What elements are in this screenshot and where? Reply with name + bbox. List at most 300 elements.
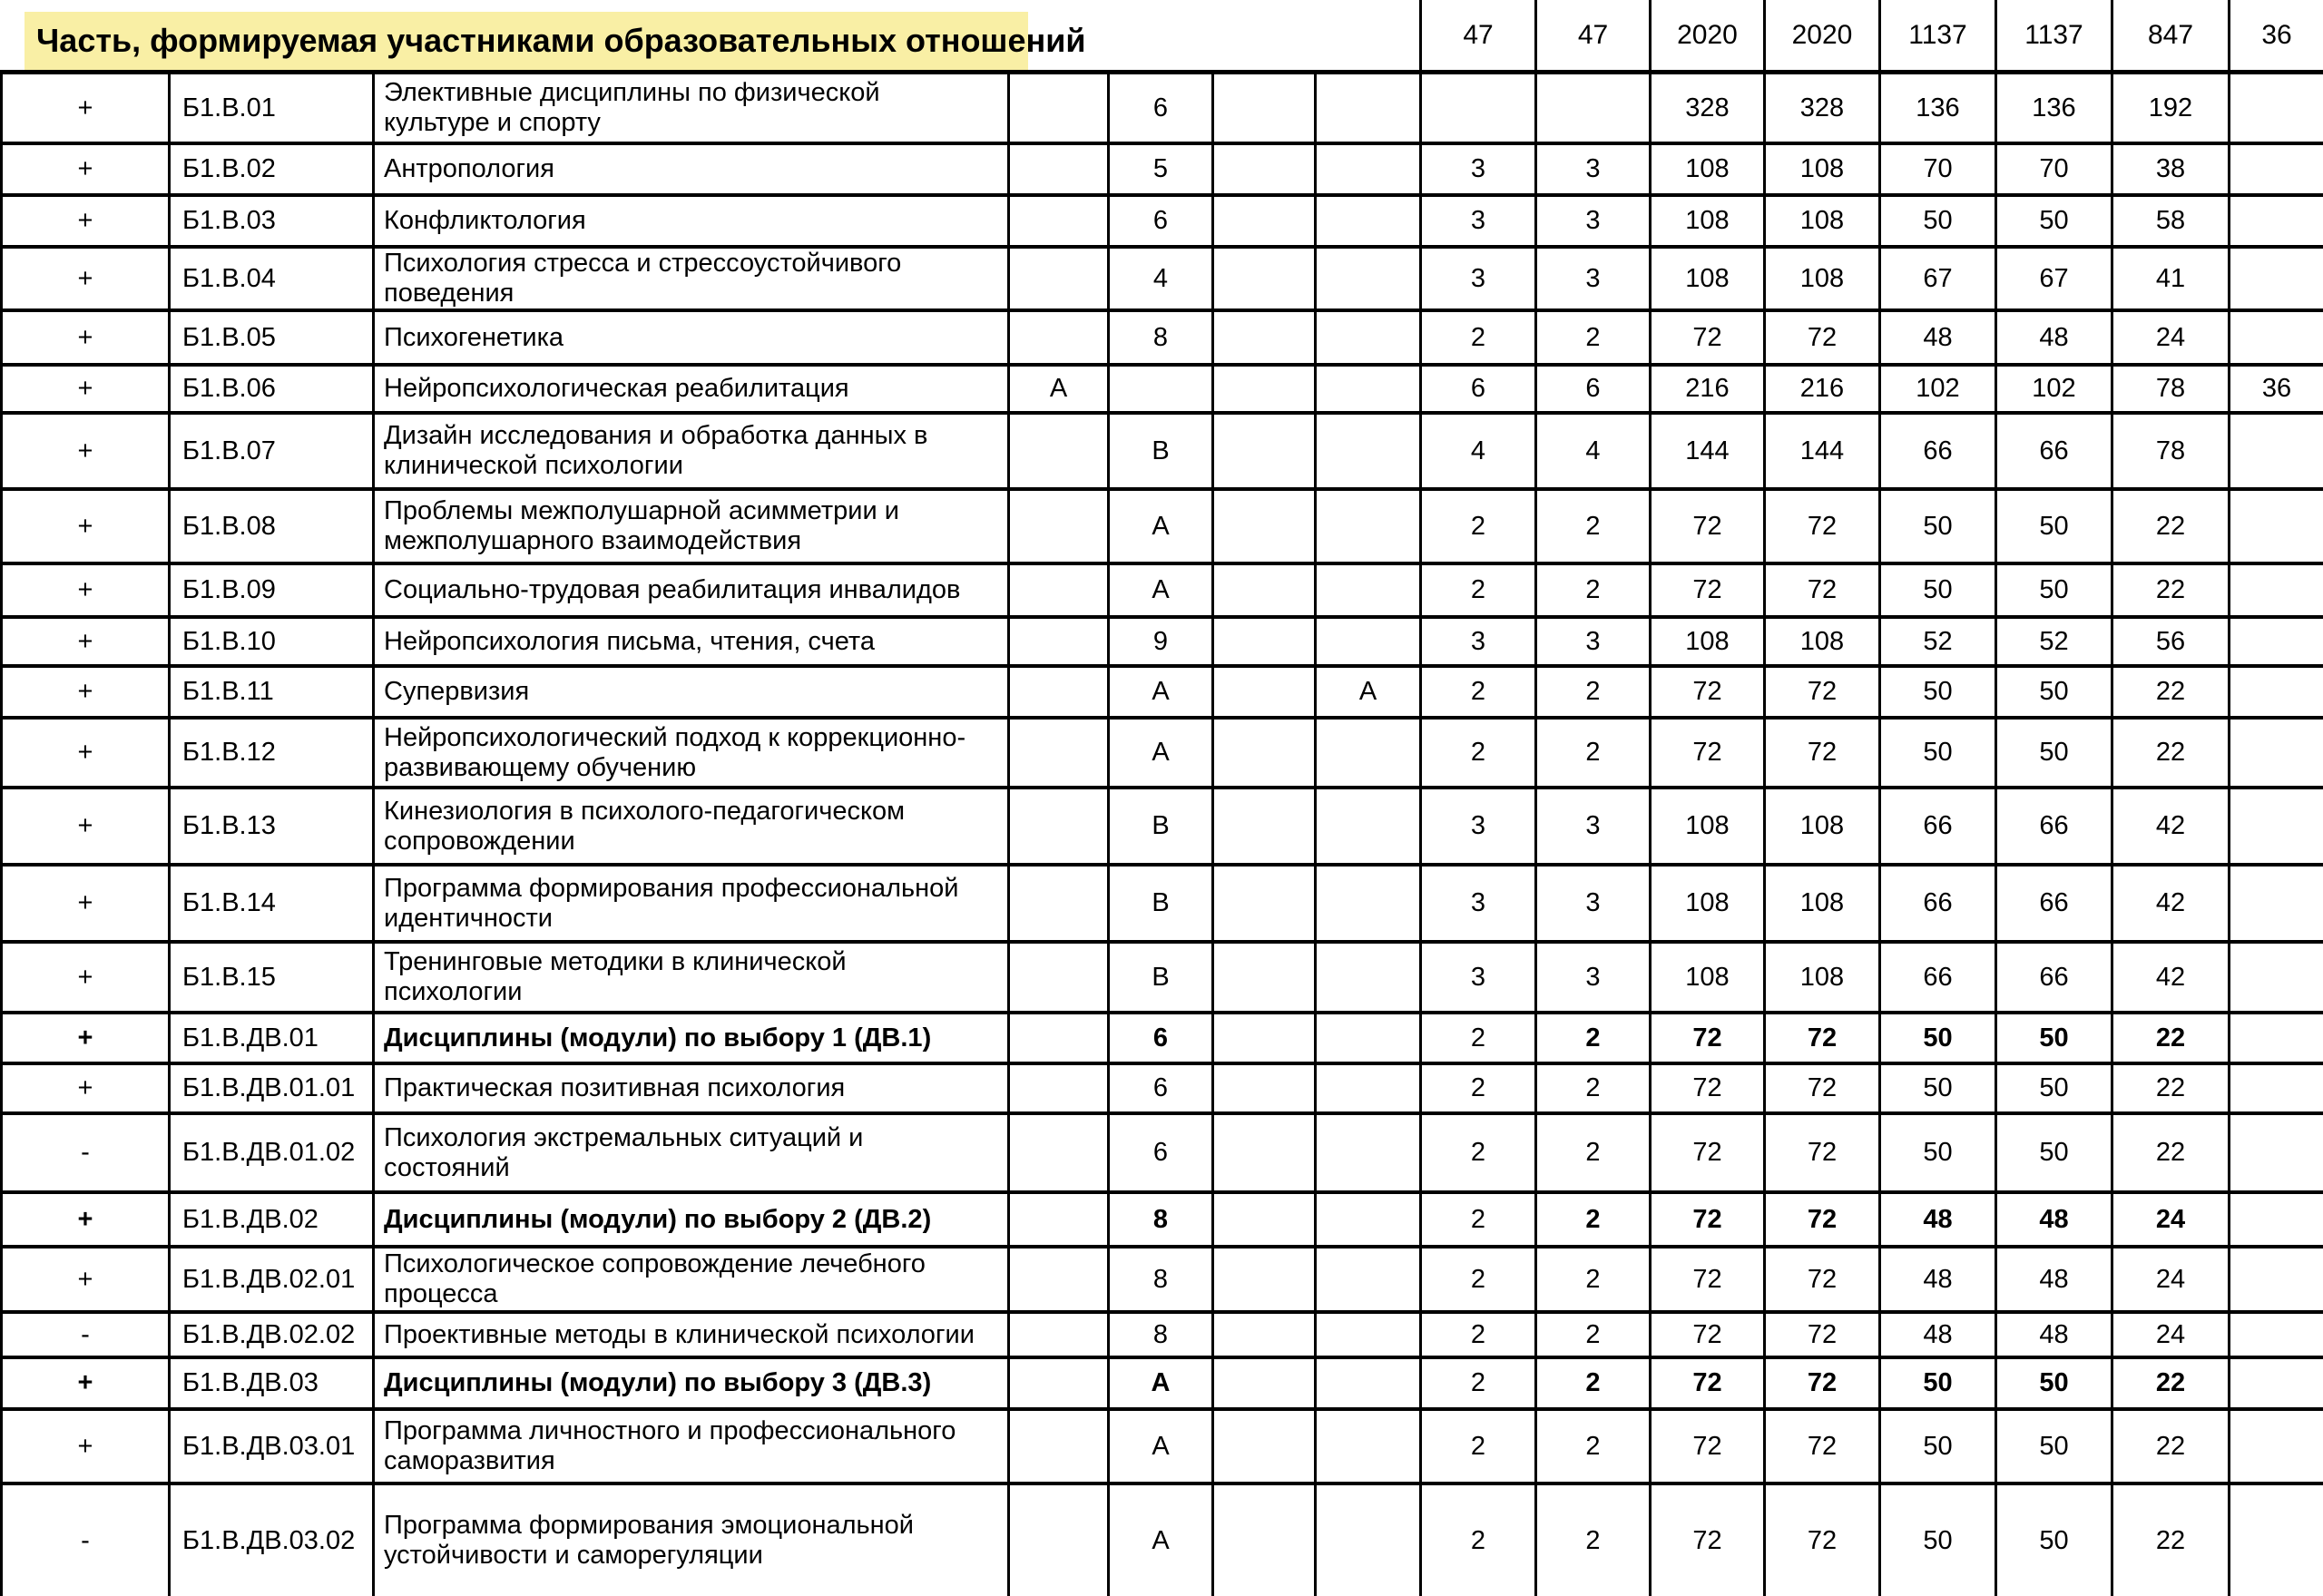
total-contact-hours-fact-cell: 1137 <box>1995 0 2111 70</box>
plus-cell: + <box>0 249 168 308</box>
plus-cell: - <box>0 1485 168 1596</box>
credit-semester-cell: 4 <box>1107 249 1211 308</box>
plus-cell: + <box>0 145 168 193</box>
credits-plan-cell: 2 <box>1419 720 1534 786</box>
self-study-hours-cell: 42 <box>2111 867 2228 940</box>
plus-cell: - <box>0 1115 168 1190</box>
hours-total-plan-cell: 108 <box>1649 789 1763 863</box>
credit-semester-cell: А <box>1107 720 1211 786</box>
graded-credit-semester-cell <box>1211 1194 1314 1245</box>
contact-hours-plan-cell: 50 <box>1878 1359 1995 1407</box>
credits-plan-cell: 3 <box>1419 944 1534 1011</box>
table-row <box>0 197 2323 249</box>
graded-credit-semester-cell <box>1211 1485 1314 1596</box>
graded-credit-semester-cell <box>1211 1248 1314 1310</box>
contact-hours-plan-cell: 67 <box>1878 249 1995 308</box>
total-hours-total-plan-cell: 2020 <box>1649 0 1763 70</box>
name-cell: Социально-трудовая реабилитация инвалидов <box>372 565 1007 615</box>
plus-cell: + <box>0 619 168 664</box>
credit-semester-cell: А <box>1107 565 1211 615</box>
name-cell: Проблемы межполушарной асимметрии и межполушарного взаимодействия <box>372 491 1007 562</box>
contact-hours-plan-cell: 66 <box>1878 944 1995 1011</box>
name-cell: Практическая позитивная психология <box>372 1065 1007 1111</box>
exam-semester-cell <box>1007 619 1107 664</box>
total-hours-total-fact-cell: 2020 <box>1763 0 1878 70</box>
self-study-hours-cell: 22 <box>2111 668 2228 716</box>
exam-semester-cell <box>1007 668 1107 716</box>
control-hours-cell <box>2228 1194 2323 1245</box>
credits-plan-cell: 4 <box>1419 415 1534 487</box>
hours-total-fact-cell: 108 <box>1763 249 1878 308</box>
code-cell: Б1.В.ДВ.02.01 <box>168 1248 372 1310</box>
credit-semester-cell: А <box>1107 668 1211 716</box>
name-cell: Антропология <box>372 145 1007 193</box>
self-study-hours-cell: 22 <box>2111 565 2228 615</box>
control-hours-cell <box>2228 565 2323 615</box>
contact-hours-fact-cell: 48 <box>1995 312 2111 363</box>
name-cell: Психология стресса и стрессоустойчивого поведения <box>372 249 1007 308</box>
code-cell: Б1.В.ДВ.03.01 <box>168 1411 372 1482</box>
total-control-hours-cell: 36 <box>2228 0 2323 70</box>
contact-hours-fact-cell: 50 <box>1995 1065 2111 1111</box>
table-row <box>0 1115 2323 1194</box>
code-cell: Б1.В.ДВ.02.02 <box>168 1314 372 1356</box>
table-body <box>0 74 2323 1596</box>
exam-semester-cell <box>1007 720 1107 786</box>
contact-hours-plan-cell: 48 <box>1878 1194 1995 1245</box>
code-cell: Б1.В.ДВ.02 <box>168 1194 372 1245</box>
hours-total-plan-cell: 144 <box>1649 415 1763 487</box>
graded-credit-semester-cell <box>1211 145 1314 193</box>
coursework-semester-cell <box>1314 1194 1419 1245</box>
graded-credit-semester-cell <box>1211 1065 1314 1111</box>
credits-plan-cell: 3 <box>1419 867 1534 940</box>
coursework-semester-cell <box>1314 145 1419 193</box>
hours-total-plan-cell: 108 <box>1649 867 1763 940</box>
control-hours-cell <box>2228 197 2323 245</box>
hours-total-fact-cell: 328 <box>1763 74 1878 142</box>
credits-plan-cell: 2 <box>1419 1248 1534 1310</box>
code-cell: Б1.В.ДВ.01 <box>168 1014 372 1062</box>
hours-total-fact-cell: 72 <box>1763 720 1878 786</box>
hours-total-fact-cell: 108 <box>1763 197 1878 245</box>
table-row <box>0 619 2323 668</box>
coursework-semester-cell <box>1314 944 1419 1011</box>
name-cell: Дисциплины (модули) по выбору 2 (ДВ.2) <box>372 1194 1007 1245</box>
hours-total-plan-cell: 72 <box>1649 312 1763 363</box>
coursework-semester-cell <box>1314 312 1419 363</box>
code-cell: Б1.В.13 <box>168 789 372 863</box>
name-cell: Нейропсихологическая реабилитация <box>372 367 1007 411</box>
contact-hours-plan-cell: 66 <box>1878 867 1995 940</box>
credits-plan-cell: 2 <box>1419 1411 1534 1482</box>
credits-fact-cell <box>1534 74 1649 142</box>
hours-total-fact-cell: 72 <box>1763 1014 1878 1062</box>
credits-plan-cell: 3 <box>1419 789 1534 863</box>
contact-hours-plan-cell: 50 <box>1878 720 1995 786</box>
code-cell: Б1.В.01 <box>168 74 372 142</box>
section-header-row <box>0 0 2323 74</box>
exam-semester-cell <box>1007 944 1107 1011</box>
self-study-hours-cell: 42 <box>2111 944 2228 1011</box>
self-study-hours-cell: 24 <box>2111 1248 2228 1310</box>
credit-semester-cell: 8 <box>1107 1248 1211 1310</box>
code-cell: Б1.В.05 <box>168 312 372 363</box>
self-study-hours-cell: 22 <box>2111 491 2228 562</box>
credit-semester-cell: 6 <box>1107 1014 1211 1062</box>
exam-semester-cell <box>1007 74 1107 142</box>
name-cell: Нейропсихология письма, чтения, счета <box>372 619 1007 664</box>
graded-credit-semester-cell <box>1211 1314 1314 1356</box>
hours-total-plan-cell: 72 <box>1649 1248 1763 1310</box>
contact-hours-plan-cell: 50 <box>1878 1115 1995 1190</box>
hours-total-plan-cell: 72 <box>1649 1194 1763 1245</box>
hours-total-plan-cell: 72 <box>1649 720 1763 786</box>
table-row <box>0 491 2323 565</box>
graded-credit-semester-cell <box>1211 720 1314 786</box>
hours-total-fact-cell: 72 <box>1763 1065 1878 1111</box>
contact-hours-plan-cell: 50 <box>1878 668 1995 716</box>
coursework-semester-cell <box>1314 491 1419 562</box>
self-study-hours-cell: 22 <box>2111 1359 2228 1407</box>
credits-plan-cell: 3 <box>1419 197 1534 245</box>
total-contact-hours-plan-cell: 1137 <box>1878 0 1995 70</box>
credits-plan-cell <box>1419 74 1534 142</box>
table-row <box>0 415 2323 491</box>
credit-semester-cell: В <box>1107 867 1211 940</box>
control-hours-cell <box>2228 491 2323 562</box>
credit-semester-cell: 6 <box>1107 197 1211 245</box>
hours-total-fact-cell: 72 <box>1763 1115 1878 1190</box>
total-credits-fact-cell: 47 <box>1534 0 1649 70</box>
table-row <box>0 1248 2323 1314</box>
table-row <box>0 1014 2323 1065</box>
hours-total-fact-cell: 216 <box>1763 367 1878 411</box>
graded-credit-semester-cell <box>1211 1359 1314 1407</box>
self-study-hours-cell: 22 <box>2111 720 2228 786</box>
table-row <box>0 367 2323 415</box>
control-hours-cell <box>2228 1411 2323 1482</box>
contact-hours-fact-cell: 50 <box>1995 1115 2111 1190</box>
coursework-semester-cell <box>1314 367 1419 411</box>
name-cell: Проективные методы в клинической психологии <box>372 1314 1007 1356</box>
plus-cell: + <box>0 367 168 411</box>
credits-fact-cell: 2 <box>1534 491 1649 562</box>
self-study-hours-cell: 22 <box>2111 1065 2228 1111</box>
self-study-hours-cell: 22 <box>2111 1485 2228 1596</box>
table-row <box>0 312 2323 367</box>
hours-total-fact-cell: 144 <box>1763 415 1878 487</box>
exam-semester-cell <box>1007 1314 1107 1356</box>
contact-hours-plan-cell: 50 <box>1878 1485 1995 1596</box>
table-row <box>0 145 2323 197</box>
hours-total-plan-cell: 216 <box>1649 367 1763 411</box>
self-study-hours-cell: 78 <box>2111 415 2228 487</box>
contact-hours-plan-cell: 50 <box>1878 1014 1995 1062</box>
credits-fact-cell: 2 <box>1534 1065 1649 1111</box>
coursework-semester-cell <box>1314 867 1419 940</box>
coursework-semester-cell <box>1314 1115 1419 1190</box>
hours-total-plan-cell: 328 <box>1649 74 1763 142</box>
credit-semester-cell: 8 <box>1107 1194 1211 1245</box>
control-hours-cell <box>2228 944 2323 1011</box>
control-hours-cell <box>2228 74 2323 142</box>
coursework-semester-cell <box>1314 1485 1419 1596</box>
coursework-semester-cell <box>1314 1248 1419 1310</box>
credits-fact-cell: 2 <box>1534 668 1649 716</box>
credits-plan-cell: 2 <box>1419 491 1534 562</box>
graded-credit-semester-cell <box>1211 1411 1314 1482</box>
control-hours-cell <box>2228 145 2323 193</box>
section-title: Часть, формируемая участниками образовательных отношений <box>25 12 1028 70</box>
plus-cell: + <box>0 867 168 940</box>
coursework-semester-cell <box>1314 74 1419 142</box>
control-hours-cell <box>2228 1065 2323 1111</box>
control-hours-cell <box>2228 1314 2323 1356</box>
control-hours-cell <box>2228 668 2323 716</box>
contact-hours-fact-cell: 66 <box>1995 415 2111 487</box>
plus-cell: + <box>0 491 168 562</box>
graded-credit-semester-cell <box>1211 944 1314 1011</box>
credit-semester-cell <box>1107 367 1211 411</box>
name-cell: Психогенетика <box>372 312 1007 363</box>
self-study-hours-cell: 56 <box>2111 619 2228 664</box>
name-cell: Дисциплины (модули) по выбору 3 (ДВ.3) <box>372 1359 1007 1407</box>
credits-plan-cell: 3 <box>1419 619 1534 664</box>
hours-total-plan-cell: 72 <box>1649 1314 1763 1356</box>
exam-semester-cell <box>1007 197 1107 245</box>
control-hours-cell <box>2228 415 2323 487</box>
name-cell: Психология экстремальных ситуаций и состояний <box>372 1115 1007 1190</box>
credits-fact-cell: 3 <box>1534 619 1649 664</box>
plus-cell: + <box>0 197 168 245</box>
coursework-semester-cell <box>1314 789 1419 863</box>
hours-total-fact-cell: 72 <box>1763 491 1878 562</box>
credits-fact-cell: 2 <box>1534 312 1649 363</box>
coursework-semester-cell <box>1314 197 1419 245</box>
exam-semester-cell: А <box>1007 367 1107 411</box>
plus-cell: + <box>0 789 168 863</box>
coursework-semester-cell <box>1314 619 1419 664</box>
control-hours-cell <box>2228 1014 2323 1062</box>
credit-semester-cell: В <box>1107 415 1211 487</box>
total-credits-plan-cell: 47 <box>1419 0 1534 70</box>
exam-semester-cell <box>1007 789 1107 863</box>
self-study-hours-cell: 22 <box>2111 1014 2228 1062</box>
exam-semester-cell <box>1007 1115 1107 1190</box>
graded-credit-semester-cell <box>1211 249 1314 308</box>
exam-semester-cell <box>1007 1194 1107 1245</box>
plus-cell: + <box>0 415 168 487</box>
credits-plan-cell: 3 <box>1419 145 1534 193</box>
hours-total-fact-cell: 108 <box>1763 867 1878 940</box>
contact-hours-fact-cell: 50 <box>1995 1485 2111 1596</box>
self-study-hours-cell: 42 <box>2111 789 2228 863</box>
exam-semester-cell <box>1007 249 1107 308</box>
self-study-hours-cell: 192 <box>2111 74 2228 142</box>
self-study-hours-cell: 41 <box>2111 249 2228 308</box>
contact-hours-plan-cell: 50 <box>1878 1065 1995 1111</box>
hours-total-plan-cell: 108 <box>1649 249 1763 308</box>
credits-fact-cell: 4 <box>1534 415 1649 487</box>
coursework-semester-cell <box>1314 1359 1419 1407</box>
table-row <box>0 1194 2323 1248</box>
code-cell: Б1.В.14 <box>168 867 372 940</box>
exam-semester-cell <box>1007 565 1107 615</box>
hours-total-plan-cell: 72 <box>1649 1359 1763 1407</box>
contact-hours-fact-cell: 66 <box>1995 944 2111 1011</box>
hours-total-fact-cell: 108 <box>1763 944 1878 1011</box>
plus-cell: + <box>0 565 168 615</box>
exam-semester-cell <box>1007 415 1107 487</box>
table-row <box>0 668 2323 720</box>
exam-semester-cell <box>1007 1248 1107 1310</box>
credits-fact-cell: 3 <box>1534 944 1649 1011</box>
contact-hours-plan-cell: 70 <box>1878 145 1995 193</box>
graded-credit-semester-cell <box>1211 491 1314 562</box>
table-row <box>0 1411 2323 1485</box>
control-hours-cell <box>2228 1359 2323 1407</box>
contact-hours-plan-cell: 66 <box>1878 789 1995 863</box>
credits-fact-cell: 3 <box>1534 145 1649 193</box>
credits-plan-cell: 2 <box>1419 1359 1534 1407</box>
code-cell: Б1.В.04 <box>168 249 372 308</box>
graded-credit-semester-cell <box>1211 1014 1314 1062</box>
credit-semester-cell: В <box>1107 944 1211 1011</box>
control-hours-cell <box>2228 312 2323 363</box>
coursework-semester-cell <box>1314 720 1419 786</box>
coursework-semester-cell <box>1314 415 1419 487</box>
plus-cell: + <box>0 74 168 142</box>
code-cell: Б1.В.11 <box>168 668 372 716</box>
plus-cell: + <box>0 1248 168 1310</box>
hours-total-fact-cell: 108 <box>1763 789 1878 863</box>
name-cell: Тренинговые методики в клинической психологии <box>372 944 1007 1011</box>
credits-fact-cell: 2 <box>1534 1485 1649 1596</box>
hours-total-plan-cell: 72 <box>1649 1411 1763 1482</box>
code-cell: Б1.В.03 <box>168 197 372 245</box>
name-cell: Кинезиология в психолого-педагогическом сопровождении <box>372 789 1007 863</box>
credit-semester-cell: А <box>1107 491 1211 562</box>
name-cell: Супервизия <box>372 668 1007 716</box>
credits-plan-cell: 2 <box>1419 565 1534 615</box>
contact-hours-fact-cell: 48 <box>1995 1314 2111 1356</box>
code-cell: Б1.В.ДВ.01.02 <box>168 1115 372 1190</box>
credits-plan-cell: 2 <box>1419 1065 1534 1111</box>
self-study-hours-cell: 24 <box>2111 1194 2228 1245</box>
credits-fact-cell: 3 <box>1534 789 1649 863</box>
credit-semester-cell: 6 <box>1107 1065 1211 1111</box>
self-study-hours-cell: 22 <box>2111 1411 2228 1482</box>
code-cell: Б1.В.ДВ.03 <box>168 1359 372 1407</box>
contact-hours-plan-cell: 66 <box>1878 415 1995 487</box>
contact-hours-fact-cell: 102 <box>1995 367 2111 411</box>
contact-hours-fact-cell: 67 <box>1995 249 2111 308</box>
hours-total-fact-cell: 108 <box>1763 145 1878 193</box>
plus-cell: + <box>0 1359 168 1407</box>
contact-hours-fact-cell: 50 <box>1995 668 2111 716</box>
exam-semester-cell <box>1007 145 1107 193</box>
coursework-semester-cell <box>1314 1314 1419 1356</box>
hours-total-plan-cell: 72 <box>1649 1485 1763 1596</box>
table-row <box>0 789 2323 867</box>
hours-total-fact-cell: 72 <box>1763 565 1878 615</box>
credits-fact-cell: 3 <box>1534 249 1649 308</box>
hours-total-fact-cell: 72 <box>1763 1194 1878 1245</box>
name-cell: Программа формирования эмоциональной устойчивости и саморегуляции <box>372 1485 1007 1596</box>
contact-hours-plan-cell: 50 <box>1878 491 1995 562</box>
total-self-study-hours-cell: 847 <box>2111 0 2228 70</box>
credits-fact-cell: 2 <box>1534 1411 1649 1482</box>
contact-hours-fact-cell: 50 <box>1995 720 2111 786</box>
plus-cell: + <box>0 312 168 363</box>
hours-total-fact-cell: 72 <box>1763 1411 1878 1482</box>
hours-total-plan-cell: 108 <box>1649 619 1763 664</box>
credit-semester-cell: 5 <box>1107 145 1211 193</box>
contact-hours-fact-cell: 48 <box>1995 1194 2111 1245</box>
table-row <box>0 249 2323 312</box>
hours-total-plan-cell: 72 <box>1649 668 1763 716</box>
exam-semester-cell <box>1007 1411 1107 1482</box>
graded-credit-semester-cell <box>1211 565 1314 615</box>
coursework-semester-cell <box>1314 249 1419 308</box>
credits-fact-cell: 3 <box>1534 197 1649 245</box>
code-cell: Б1.В.10 <box>168 619 372 664</box>
table-row <box>0 1359 2323 1411</box>
credit-semester-cell: А <box>1107 1411 1211 1482</box>
credits-plan-cell: 2 <box>1419 1314 1534 1356</box>
name-cell: Элективные дисциплины по физической культуре и спорту <box>372 74 1007 142</box>
table-row <box>0 1314 2323 1359</box>
name-cell: Дисциплины (модули) по выбору 1 (ДВ.1) <box>372 1014 1007 1062</box>
control-hours-cell <box>2228 867 2323 940</box>
contact-hours-fact-cell: 136 <box>1995 74 2111 142</box>
exam-semester-cell <box>1007 1014 1107 1062</box>
table-row <box>0 944 2323 1014</box>
control-hours-cell <box>2228 720 2323 786</box>
hours-total-fact-cell: 72 <box>1763 312 1878 363</box>
exam-semester-cell <box>1007 312 1107 363</box>
graded-credit-semester-cell <box>1211 867 1314 940</box>
table-row <box>0 1065 2323 1115</box>
credits-fact-cell: 2 <box>1534 1115 1649 1190</box>
coursework-semester-cell <box>1314 565 1419 615</box>
credit-semester-cell: 6 <box>1107 1115 1211 1190</box>
exam-semester-cell <box>1007 1485 1107 1596</box>
code-cell: Б1.В.06 <box>168 367 372 411</box>
hours-total-fact-cell: 72 <box>1763 1359 1878 1407</box>
contact-hours-plan-cell: 50 <box>1878 197 1995 245</box>
contact-hours-plan-cell: 50 <box>1878 1411 1995 1482</box>
hours-total-plan-cell: 108 <box>1649 944 1763 1011</box>
plus-cell: + <box>0 1411 168 1482</box>
graded-credit-semester-cell <box>1211 1115 1314 1190</box>
hours-total-fact-cell: 72 <box>1763 668 1878 716</box>
credits-fact-cell: 3 <box>1534 867 1649 940</box>
credit-semester-cell: 8 <box>1107 1314 1211 1356</box>
hours-total-plan-cell: 108 <box>1649 145 1763 193</box>
credits-plan-cell: 2 <box>1419 1014 1534 1062</box>
credit-semester-cell: 9 <box>1107 619 1211 664</box>
hours-total-plan-cell: 72 <box>1649 1115 1763 1190</box>
contact-hours-plan-cell: 136 <box>1878 74 1995 142</box>
contact-hours-fact-cell: 50 <box>1995 565 2111 615</box>
contact-hours-fact-cell: 50 <box>1995 1014 2111 1062</box>
graded-credit-semester-cell <box>1211 789 1314 863</box>
plus-cell: + <box>0 668 168 716</box>
contact-hours-plan-cell: 52 <box>1878 619 1995 664</box>
name-cell: Дизайн исследования и обработка данных в клинической психологии <box>372 415 1007 487</box>
